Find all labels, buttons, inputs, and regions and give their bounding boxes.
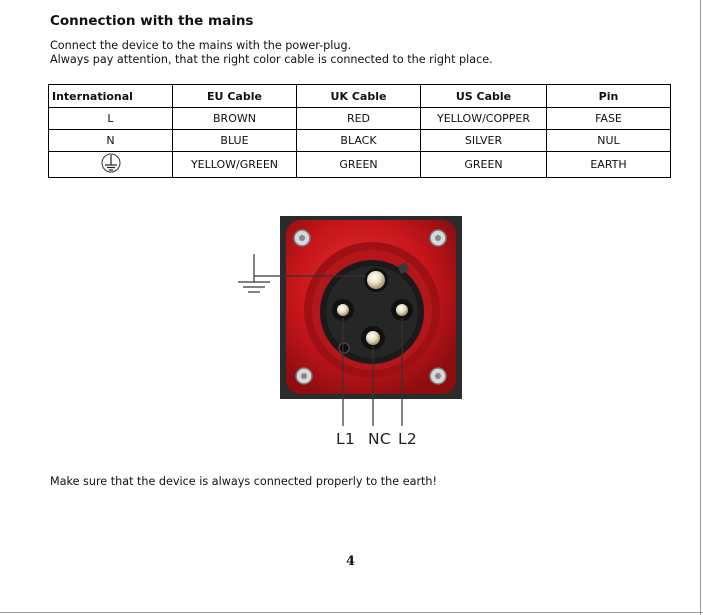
screw-icon	[430, 368, 446, 384]
pin-l2	[391, 299, 413, 321]
header-us-cable: US Cable	[421, 85, 547, 108]
table-row	[49, 130, 671, 152]
label-l2: L2	[398, 430, 418, 448]
plug-socket-figure	[236, 216, 466, 456]
section-heading: Connection with the mains	[50, 13, 254, 29]
screw-icon	[294, 230, 310, 246]
cell-pin: EARTH	[547, 152, 671, 178]
label-l1: L1	[336, 430, 356, 448]
cell-eu: BROWN	[173, 108, 297, 130]
cable-color-table	[48, 84, 671, 178]
pin-l1	[332, 299, 354, 321]
label-nc: NC	[368, 430, 392, 448]
page-number: 4	[346, 554, 356, 569]
table-header-row	[49, 85, 671, 108]
cell-international: L	[49, 108, 173, 130]
header-international: International	[49, 85, 173, 108]
cell-uk: BLACK	[297, 130, 421, 152]
cell-pin: FASE	[547, 108, 671, 130]
intro-text	[50, 39, 493, 67]
earth-warning-note: Make sure that the device is always connected properly to the earth!	[50, 475, 438, 488]
cell-international: N	[49, 130, 173, 152]
cell-eu: YELLOW/GREEN	[173, 152, 297, 178]
table-row	[49, 108, 671, 130]
intro-line-2: Always pay attention, that the right color cable is connected to the right place.	[50, 53, 493, 66]
cell-eu: BLUE	[173, 130, 297, 152]
cell-us: YELLOW/COPPER	[421, 108, 547, 130]
cell-uk: RED	[297, 108, 421, 130]
earth-symbol-icon	[99, 152, 123, 174]
cell-uk: GREEN	[297, 152, 421, 178]
header-eu-cable: EU Cable	[173, 85, 297, 108]
cell-pin: NUL	[547, 130, 671, 152]
earth-pin	[364, 268, 388, 292]
page-border-bottom	[0, 612, 703, 613]
screw-icon	[430, 230, 446, 246]
intro-line-1: Connect the device to the mains with the power-plug.	[50, 39, 352, 52]
table-row	[49, 152, 671, 178]
cell-international	[49, 152, 173, 178]
cell-us: GREEN	[421, 152, 547, 178]
page-border-right	[700, 0, 701, 615]
header-pin: Pin	[547, 85, 671, 108]
cell-us: SILVER	[421, 130, 547, 152]
header-uk-cable: UK Cable	[297, 85, 421, 108]
screw-icon	[296, 368, 312, 384]
